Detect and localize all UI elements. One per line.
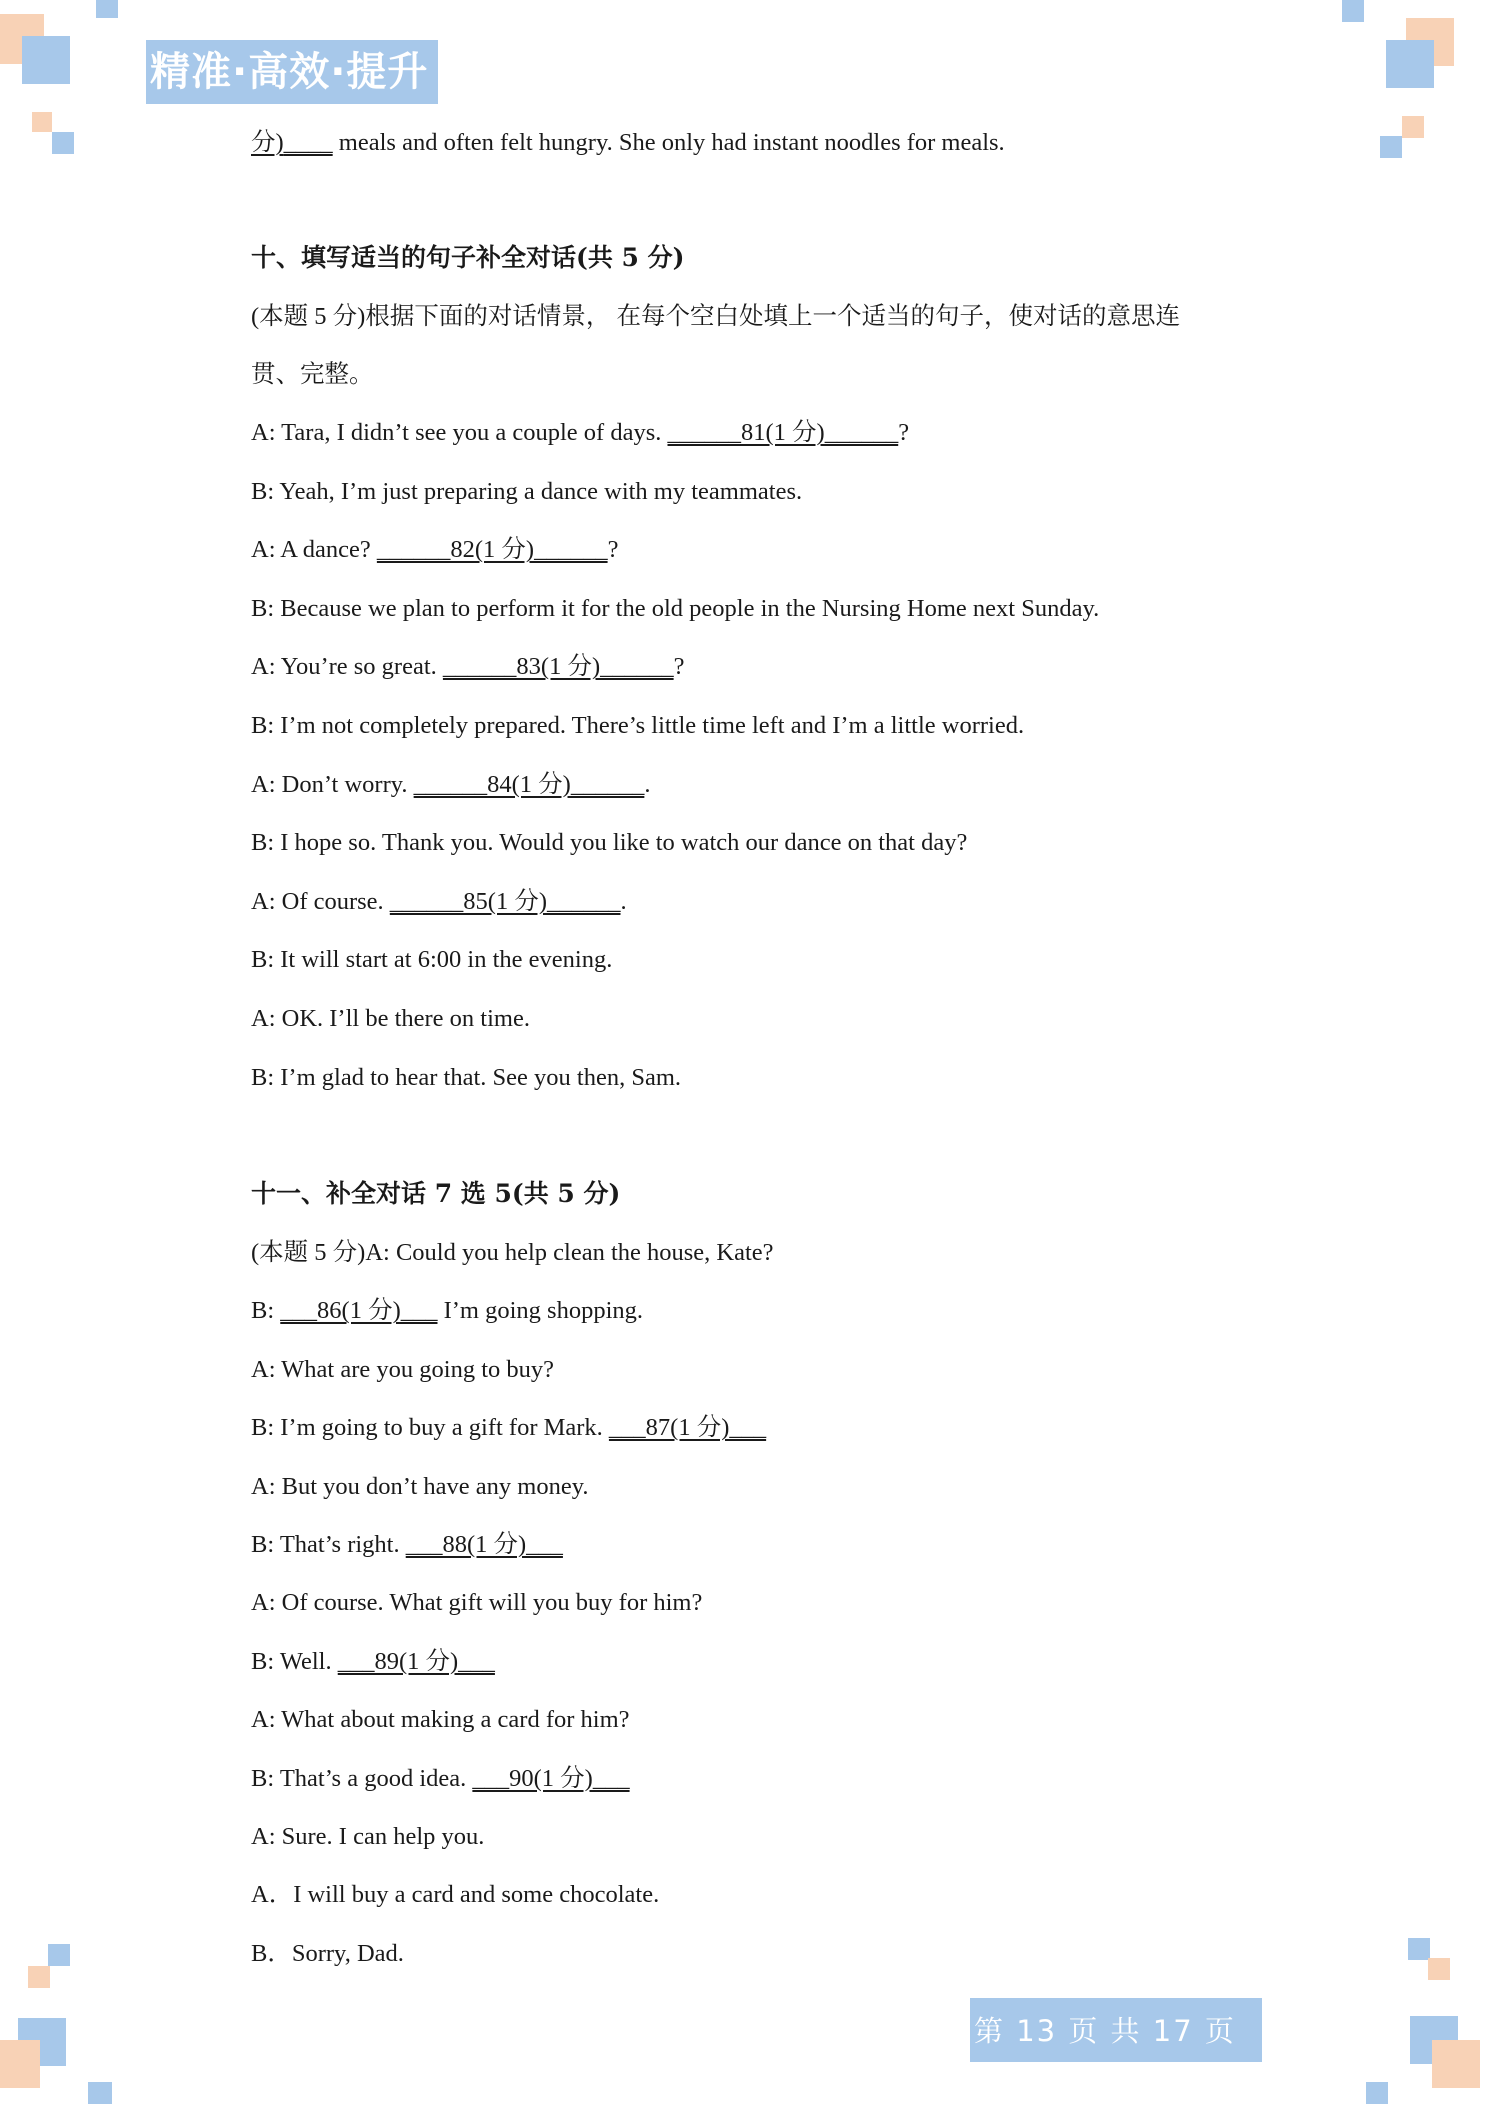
answer-blank[interactable]: ___86(1 分)___ bbox=[280, 1297, 438, 1325]
dialogue-line bbox=[251, 1705, 630, 1735]
dialogue-text: A: A dance? bbox=[251, 536, 377, 564]
answer-blank[interactable]: ______84(1 分)______ bbox=[413, 770, 645, 798]
section11-heading: 十一、补全对话 7 选 5(共 5 分) bbox=[251, 1179, 621, 1208]
answer-blank[interactable]: ___89(1 分)___ bbox=[337, 1647, 495, 1675]
dialogue-line bbox=[251, 1238, 774, 1268]
dialogue-line bbox=[251, 535, 618, 565]
dialogue-line bbox=[251, 1880, 659, 1910]
decor-square bbox=[1386, 40, 1434, 88]
dialogue-text: B: That’s a good idea. bbox=[251, 1764, 473, 1792]
dialogue-line bbox=[251, 1296, 643, 1326]
dialogue-line bbox=[251, 1004, 530, 1034]
dialogue-text: A: What are you going to buy? bbox=[251, 1355, 555, 1383]
dialogue-text-end: ? bbox=[898, 419, 910, 446]
dialogue-line bbox=[251, 1063, 681, 1093]
dialogue-text: B: I’m glad to hear that. See you then, Sam. bbox=[251, 1063, 682, 1091]
dialogue-line bbox=[251, 1472, 589, 1502]
dialogue-text: A: Of course. bbox=[251, 887, 390, 915]
decor-square bbox=[0, 2040, 40, 2088]
decor-square bbox=[1408, 1938, 1430, 1960]
dialogue-text: A: You’re so great. bbox=[251, 653, 443, 681]
dialogue-text: (本题 5 分)A: Could you help clean the house, Kate? bbox=[251, 1239, 774, 1266]
dialogue-text-end: . bbox=[620, 887, 627, 915]
answer-blank[interactable]: ______85(1 分)______ bbox=[389, 887, 621, 915]
decor-square bbox=[52, 132, 74, 154]
decor-square bbox=[1380, 136, 1402, 158]
dialogue-line bbox=[251, 1764, 630, 1794]
dialogue-line bbox=[251, 1588, 702, 1618]
answer-blank[interactable]: ___87(1 分)___ bbox=[608, 1414, 767, 1442]
answer-blank[interactable]: ______82(1 分)______ bbox=[376, 536, 608, 564]
dialogue-line bbox=[251, 477, 802, 507]
dialogue-line bbox=[251, 1355, 554, 1385]
answer-blank[interactable]: ______81(1 分)______ bbox=[667, 419, 899, 446]
header-banner bbox=[146, 40, 438, 104]
decor-square bbox=[1432, 2040, 1480, 2088]
decor-square bbox=[88, 2082, 112, 2104]
dialogue-text: B: I’m going to buy a gift for Mark. bbox=[251, 1414, 609, 1442]
dialogue-text: B: bbox=[251, 1297, 281, 1325]
dialogue-line bbox=[251, 652, 684, 682]
dialogue-line bbox=[251, 1822, 484, 1852]
blank: ____ bbox=[283, 129, 333, 156]
dialogue-line bbox=[251, 594, 1099, 624]
dialogue-text: A．I will buy a card and some chocolate. bbox=[251, 1881, 660, 1909]
continuation-line bbox=[251, 128, 1005, 158]
section10-heading: 十、填写适当的句子补全对话(共 5 分) bbox=[251, 243, 685, 272]
dialogue-text-end: ? bbox=[673, 653, 685, 681]
dialogue-line bbox=[251, 1530, 563, 1560]
section10-instruction: (本题 5 分)根据下面的对话情景， 在每个空白处填上一个适当的句子，使对话的意思连 bbox=[251, 303, 1180, 330]
page-number: 第 13 页 共 17 页 bbox=[974, 2014, 1236, 2048]
blank-fragment: 分) bbox=[251, 129, 284, 156]
decor-square bbox=[48, 1944, 70, 1966]
dialogue-line bbox=[251, 828, 967, 858]
answer-blank[interactable]: ___90(1 分)___ bbox=[472, 1764, 630, 1792]
dialogue-text: A: Tara, I didn’t see you a couple of days. bbox=[251, 419, 668, 446]
banner-text: 精准·高效·提升 bbox=[150, 49, 429, 95]
dialogue-text: B: That’s right. bbox=[251, 1531, 406, 1558]
dialogue-text: B: Yeah, I’m just preparing a dance with my teammates. bbox=[251, 477, 803, 505]
dialogue-line bbox=[251, 711, 1024, 741]
dialogue-text: B: Because we plan to perform it for the old people in the Nursing Home next Sunday. bbox=[251, 594, 1100, 622]
continuation-text: meals and often felt hungry. She only had instant noodles for meals. bbox=[332, 129, 1005, 156]
decor-square bbox=[22, 36, 70, 84]
decor-square bbox=[96, 0, 118, 18]
dialogue-line bbox=[251, 418, 909, 448]
dialogue-text: A: OK. I’ll be there on time. bbox=[251, 1005, 530, 1032]
dialogue-text-end: I’m going shopping. bbox=[437, 1297, 644, 1325]
dialogue-line bbox=[251, 770, 650, 800]
decor-square bbox=[32, 112, 52, 132]
section10-instruction-cont: 贯、完整。 bbox=[251, 361, 374, 388]
dialogue-text: B: It will start at 6:00 in the evening. bbox=[251, 946, 613, 974]
answer-blank[interactable]: ___88(1 分)___ bbox=[405, 1531, 563, 1558]
dialogue-line bbox=[251, 945, 612, 975]
decor-square bbox=[28, 1966, 50, 1988]
dialogue-text: A: But you don’t have any money. bbox=[251, 1472, 589, 1500]
dialogue-text: B: I’m not completely prepared. There’s little time left and I’m a little worried. bbox=[251, 712, 1025, 739]
dialogue-line bbox=[251, 1413, 766, 1443]
dialogue-text: A: Of course. What gift will you buy for him? bbox=[251, 1589, 703, 1617]
decor-square bbox=[1402, 116, 1424, 138]
dialogue-text: A: Don’t worry. bbox=[251, 770, 414, 798]
dialogue-text: B: I hope so. Thank you. Would you like to watch our dance on that day? bbox=[251, 829, 968, 857]
decor-square bbox=[1428, 1958, 1450, 1980]
dialogue-text: A: Sure. I can help you. bbox=[251, 1823, 485, 1850]
decor-square bbox=[1342, 0, 1364, 22]
dialogue-text: B．Sorry, Dad. bbox=[251, 1939, 404, 1967]
answer-blank[interactable]: ______83(1 分)______ bbox=[442, 653, 674, 681]
dialogue-text-end: ? bbox=[607, 536, 619, 564]
dialogue-line bbox=[251, 1939, 404, 1969]
dialogue-text: A: What about making a card for him? bbox=[251, 1706, 630, 1734]
dialogue-line bbox=[251, 887, 627, 917]
dialogue-text: B: Well. bbox=[251, 1647, 338, 1675]
dialogue-line bbox=[251, 1647, 495, 1677]
decor-square bbox=[1366, 2082, 1388, 2104]
dialogue-text-end: . bbox=[644, 770, 651, 798]
